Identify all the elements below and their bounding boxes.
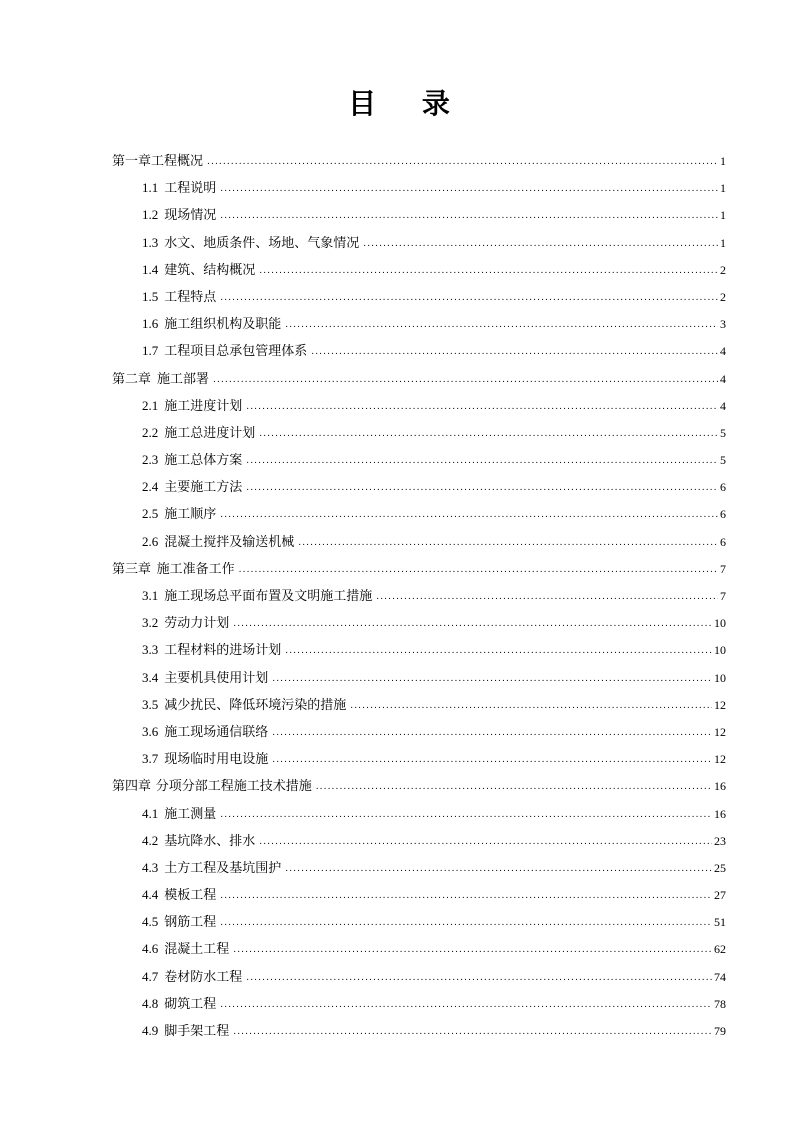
toc-dot-leader — [285, 864, 712, 874]
toc-section-entry[interactable] — [112, 503, 726, 530]
toc-entry-label: 混凝土工程 — [164, 942, 230, 958]
toc-entry-label: 施工现场总平面布置及文明施工措施 — [164, 589, 373, 604]
toc-dot-leader — [220, 918, 712, 928]
toc-section-entry[interactable] — [112, 585, 726, 612]
toc-page-number: 5 — [720, 425, 726, 440]
toc-entry-label: 模板工程 — [164, 888, 217, 904]
toc-section-entry[interactable] — [112, 204, 726, 231]
toc-page-number: 10 — [714, 643, 726, 658]
toc-dot-leader — [233, 945, 712, 955]
toc-section-number: 4.3 — [142, 859, 159, 875]
toc-section-entry[interactable] — [112, 395, 726, 422]
toc-page-number: 3 — [720, 317, 726, 332]
toc-entry-label: 减少扰民、降低环境污染的措施 — [164, 697, 347, 713]
toc-section-entry[interactable] — [112, 830, 726, 857]
toc-section-number: 2.1 — [142, 397, 159, 413]
toc-dot-leader — [285, 646, 712, 656]
toc-section-entry[interactable] — [112, 748, 726, 775]
toc-section-number: 1.3 — [142, 234, 159, 250]
toc-dot-leader — [350, 701, 712, 711]
toc-section-entry[interactable] — [112, 639, 726, 666]
toc-page-number: 4 — [720, 344, 726, 359]
toc-entry-label: 混凝土搅拌及输送机械 — [164, 534, 295, 550]
toc-dot-leader — [246, 973, 712, 983]
toc-dot-leader — [246, 483, 718, 493]
toc-section-number: 2.6 — [142, 533, 159, 549]
toc-section-number: 4.2 — [142, 832, 159, 848]
toc-entry-label: 工程特点 — [164, 289, 217, 305]
toc-section-entry[interactable] — [112, 177, 726, 204]
toc-dot-leader — [285, 320, 718, 330]
toc-page-number: 12 — [714, 752, 726, 767]
toc-entry-label: 施工部署 — [156, 371, 209, 387]
toc-section-entry[interactable] — [112, 449, 726, 476]
toc-section-entry[interactable] — [112, 938, 726, 965]
toc-dot-leader — [376, 592, 718, 602]
toc-dot-leader — [220, 510, 718, 520]
toc-section-number: 3.1 — [142, 588, 159, 603]
toc-entry-label: 施工现场通信联络 — [164, 724, 269, 740]
toc-dot-leader — [272, 728, 712, 738]
toc-dot-leader — [298, 538, 718, 548]
toc-entry-label: 施工组织机构及职能 — [164, 317, 282, 333]
toc-page-number: 2 — [720, 262, 726, 277]
toc-page-number: 16 — [714, 779, 726, 794]
toc-page-number: 12 — [714, 697, 726, 712]
toc-dot-leader — [311, 347, 718, 357]
toc-page-number: 1 — [720, 208, 726, 223]
toc-dot-leader — [272, 674, 712, 684]
toc-page-number: 6 — [720, 480, 726, 495]
toc-entry-label: 土方工程及基坑围护 — [164, 860, 282, 876]
toc-dot-leader — [259, 837, 712, 847]
toc-page-number: 23 — [714, 833, 726, 848]
toc-section-entry[interactable] — [112, 694, 726, 721]
toc-section-number: 4.7 — [142, 968, 159, 984]
toc-dot-leader — [220, 891, 712, 901]
toc-section-entry[interactable] — [112, 286, 726, 313]
toc-section-entry[interactable] — [112, 857, 726, 884]
toc-dot-leader — [246, 456, 718, 466]
toc-entry-label: 施工测量 — [164, 806, 217, 822]
toc-entry-label: 砌筑工程 — [164, 996, 217, 1012]
toc-entry-label: 卷材防水工程 — [164, 969, 243, 985]
toc-section-entry[interactable] — [112, 884, 726, 911]
toc-page-number: 10 — [714, 616, 726, 631]
toc-page-number: 4 — [720, 371, 726, 386]
toc-section-entry[interactable] — [112, 531, 726, 558]
toc-dot-leader — [233, 1027, 712, 1037]
toc-section-entry[interactable] — [112, 966, 726, 993]
toc-section-number: 2.4 — [142, 479, 159, 495]
toc-section-entry[interactable] — [112, 1020, 726, 1047]
toc-page-number: 6 — [720, 534, 726, 549]
toc-dot-leader — [272, 755, 712, 765]
toc-dot-leader — [246, 402, 718, 412]
toc-section-entry[interactable] — [112, 993, 726, 1020]
toc-page-number: 78 — [714, 996, 726, 1011]
toc-section-entry[interactable] — [112, 667, 726, 694]
toc-page-number: 6 — [720, 507, 726, 522]
toc-section-number: 1.5 — [142, 288, 159, 304]
toc-dot-leader — [220, 184, 718, 194]
toc-chapter-number: 第一章 — [112, 154, 152, 169]
toc-section-entry[interactable] — [112, 232, 726, 259]
toc-page-number: 79 — [714, 1024, 726, 1038]
toc-page-number: 10 — [714, 670, 726, 685]
toc-section-number: 3.7 — [142, 751, 159, 767]
toc-entry-label: 主要施工方法 — [164, 480, 243, 496]
toc-section-number: 1.6 — [142, 316, 159, 332]
toc-section-number: 3.2 — [142, 615, 159, 631]
toc-page-number: 51 — [714, 915, 726, 930]
toc-section-number: 3.3 — [142, 642, 159, 658]
toc-entry-label: 分项分部工程施工技术措施 — [155, 779, 312, 795]
toc-entry-label: 水文、地质条件、场地、气象情况 — [164, 235, 360, 251]
toc-section-number: 4.5 — [142, 914, 159, 930]
toc-page-number: 1 — [720, 235, 726, 250]
table-of-contents — [112, 150, 726, 1047]
toc-dot-leader — [207, 157, 718, 167]
toc-section-entry[interactable] — [112, 422, 726, 449]
toc-section-number: 3.6 — [142, 723, 159, 739]
toc-page-number: 62 — [714, 942, 726, 957]
toc-page-number: 16 — [714, 806, 726, 821]
toc-page-number: 74 — [714, 969, 726, 984]
toc-section-entry[interactable] — [112, 612, 726, 639]
toc-entry-label: 工程概况 — [151, 154, 204, 169]
toc-entry-label: 钢筋工程 — [164, 915, 217, 931]
toc-title: 目 录 — [348, 87, 468, 120]
toc-section-number: 2.3 — [142, 452, 159, 468]
toc-dot-leader — [239, 565, 718, 575]
toc-section-number: 4.4 — [142, 887, 159, 903]
toc-entry-label: 施工准备工作 — [156, 561, 235, 577]
toc-section-number: 1.2 — [142, 207, 159, 223]
toc-section-number: 2.2 — [142, 424, 159, 440]
toc-dot-leader — [220, 810, 712, 820]
toc-section-number: 3.5 — [142, 696, 159, 712]
toc-entry-label: 施工总体方案 — [164, 453, 243, 469]
toc-dot-leader — [233, 619, 712, 629]
toc-section-number: 2.5 — [142, 506, 159, 522]
toc-section-number: 1.7 — [142, 343, 159, 359]
toc-section-number: 1.4 — [142, 261, 159, 277]
toc-page-number: 4 — [720, 398, 726, 413]
toc-page-number: 5 — [720, 453, 726, 468]
toc-section-entry[interactable] — [112, 911, 726, 938]
toc-section-number: 4.8 — [142, 995, 159, 1011]
toc-page-number: 1 — [720, 181, 726, 196]
toc-section-entry[interactable] — [112, 803, 726, 830]
toc-dot-leader — [363, 239, 718, 249]
toc-section-entry[interactable] — [112, 259, 726, 286]
toc-section-entry[interactable] — [112, 313, 726, 340]
toc-entry-label: 施工顺序 — [164, 507, 217, 523]
toc-dot-leader — [220, 211, 718, 221]
toc-page-number: 7 — [720, 589, 726, 603]
toc-entry-label: 施工进度计划 — [164, 398, 243, 414]
toc-page-number: 27 — [714, 888, 726, 903]
toc-entry-label: 脚手架工程 — [164, 1024, 230, 1039]
toc-entry-label: 现场情况 — [164, 208, 217, 224]
toc-dot-leader — [220, 1000, 712, 1010]
toc-dot-leader — [259, 429, 718, 439]
toc-page-number: 7 — [720, 561, 726, 576]
toc-entry-label: 工程说明 — [164, 181, 217, 197]
toc-section-number: 4.1 — [142, 805, 159, 821]
toc-dot-leader — [316, 782, 712, 792]
toc-section-entry[interactable] — [112, 476, 726, 503]
toc-chapter-number: 第四章 — [112, 779, 152, 795]
toc-dot-leader — [259, 266, 718, 276]
toc-chapter-entry[interactable] — [112, 558, 726, 585]
toc-entry-label: 工程材料的进场计划 — [164, 643, 282, 659]
toc-entry-label: 建筑、结构概况 — [164, 262, 256, 278]
toc-dot-leader — [213, 375, 718, 385]
toc-entry-label: 主要机具使用计划 — [164, 670, 269, 686]
toc-entry-label: 工程项目总承包管理体系 — [164, 344, 308, 360]
toc-section-number: 1.1 — [142, 180, 159, 196]
toc-chapter-entry[interactable] — [112, 775, 726, 802]
toc-entry-label: 现场临时用电设施 — [164, 752, 269, 768]
toc-entry-label: 施工总进度计划 — [164, 425, 256, 441]
toc-section-number: 4.6 — [142, 941, 159, 957]
toc-page-number: 2 — [720, 289, 726, 304]
toc-page-number: 1 — [720, 154, 726, 168]
toc-dot-leader — [220, 293, 718, 303]
toc-entry-label: 基坑降水、排水 — [164, 833, 256, 849]
toc-section-entry[interactable] — [112, 340, 726, 367]
toc-section-entry[interactable] — [112, 721, 726, 748]
toc-section-number: 3.4 — [142, 669, 159, 685]
toc-section-number: 4.9 — [142, 1023, 159, 1038]
toc-page-number: 12 — [714, 724, 726, 739]
toc-chapter-entry[interactable] — [112, 150, 726, 177]
toc-page-number: 25 — [714, 860, 726, 875]
toc-entry-label: 劳动力计划 — [164, 616, 230, 632]
toc-chapter-number: 第二章 — [112, 371, 152, 387]
toc-chapter-number: 第三章 — [112, 561, 152, 577]
toc-chapter-entry[interactable] — [112, 368, 726, 395]
